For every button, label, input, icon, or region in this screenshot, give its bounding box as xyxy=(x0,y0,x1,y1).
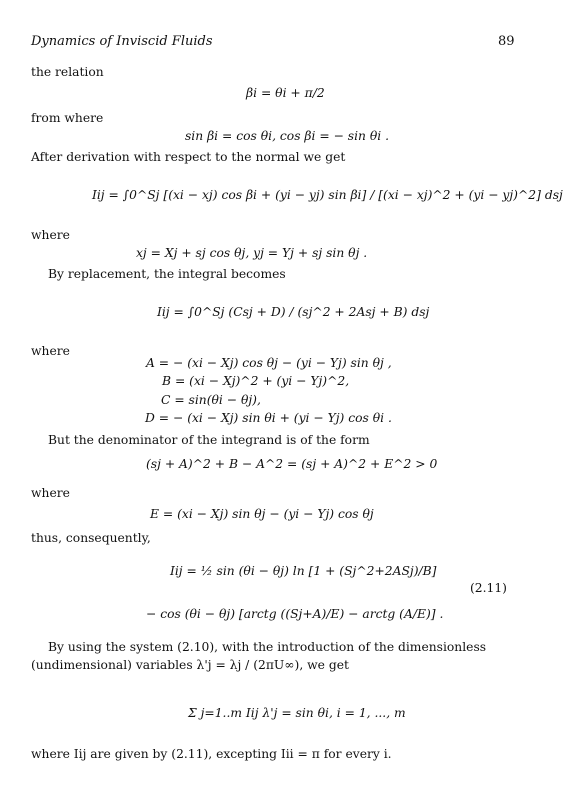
text-line-5: By replacement, the integral becomes xyxy=(48,267,286,281)
text-line-4: where xyxy=(31,228,70,242)
equation-beta: βi = θi + π/2 xyxy=(246,86,325,100)
equation-final-line-1: Iij = ½ sin (θi − θj) ln [1 + (Sj^2+2ASj)/B] xyxy=(170,564,437,578)
equation-iij-integral-1: Iij = ∫0^Sj [(xi − xj) cos βi + (yi − yj) sin βi] / [(xi − xj)^2 + (yi − yj)^2] dsj xyxy=(92,188,563,202)
equation-A: A = − (xi − Xj) cos θj − (yi − Yj) sin θj , xyxy=(146,356,392,370)
running-header-title: Dynamics of Inviscid Fluids xyxy=(31,34,213,49)
text-line-7: But the denominator of the integrand is of the form xyxy=(48,433,370,447)
equation-B: B = (xi − Xj)^2 + (yi − Yj)^2, xyxy=(162,374,350,388)
equation-C: C = sin(θi − θj), xyxy=(161,393,261,407)
equation-E: E = (xi − Xj) sin θj − (yi − Yj) cos θj xyxy=(150,507,374,521)
text-line-8: where xyxy=(31,486,70,500)
text-line-2: from where xyxy=(31,111,104,125)
equation-xj-yj: xj = Xj + sj cos θj, yj = Yj + sj sin θj . xyxy=(136,246,368,260)
equation-number: (2.11) xyxy=(470,581,507,595)
page-number: 89 xyxy=(498,34,515,49)
equation-iij-integral-2: Iij = ∫0^Sj (Csj + D) / (sj^2 + 2Asj + B) dsj xyxy=(157,305,430,319)
text-line-11: (undimensional) variables λ'j = λj / (2πU∞), we get xyxy=(31,658,349,672)
equation-denominator: (sj + A)^2 + B − A^2 = (sj + A)^2 + E^2 > 0 xyxy=(146,457,438,471)
text-line-10: By using the system (2.10), with the introduction of the dimensionless xyxy=(48,640,487,654)
equation-sin-cos: sin βi = cos θi, cos βi = − sin θi . xyxy=(185,129,390,143)
text-line-12: where Iij are given by (2.11), excepting Iii = π for every i. xyxy=(31,747,392,761)
equation-D: D = − (xi − Xj) sin θi + (yi − Yj) cos θi . xyxy=(145,411,392,425)
equation-sum: Σ j=1..m Iij λ'j = sin θi, i = 1, ..., m xyxy=(188,706,406,720)
equation-final-line-2: − cos (θi − θj) [arctg ((Sj+A)/E) − arctg (A/E)] . xyxy=(146,607,444,621)
text-line-1: the relation xyxy=(31,65,104,79)
text-line-3: After derivation with respect to the normal we get xyxy=(31,150,346,164)
text-line-9: thus, consequently, xyxy=(31,531,151,545)
text-line-6: where xyxy=(31,344,70,358)
